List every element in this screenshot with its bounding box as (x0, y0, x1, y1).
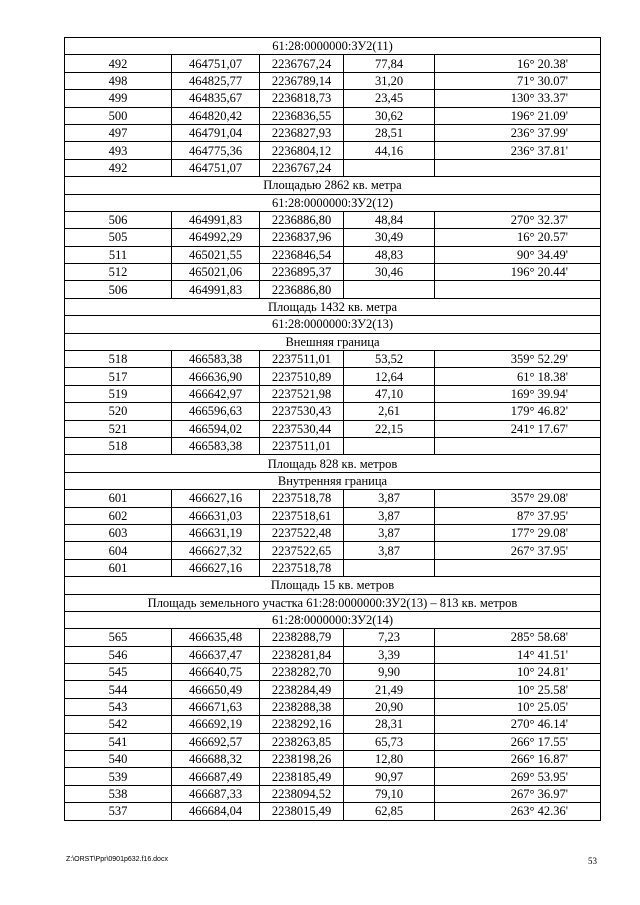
section-header-cell: 61:28:0000000:ЗУ2(12) (65, 194, 601, 211)
x-coordinate-cell: 464992,29 (172, 229, 260, 246)
point-number-cell: 518 (65, 351, 172, 368)
y-coordinate-cell: 2238198,26 (260, 751, 344, 768)
distance-cell: 3,87 (344, 542, 435, 559)
x-coordinate-cell: 466583,38 (172, 437, 260, 454)
point-number-cell: 520 (65, 403, 172, 420)
x-coordinate-cell: 466637,47 (172, 646, 260, 663)
bearing-cell: 359° 52.29' (435, 351, 601, 368)
y-coordinate-cell: 2236818,73 (260, 90, 344, 107)
point-number-cell: 500 (65, 107, 172, 124)
table-row (65, 420, 601, 437)
table-row (65, 559, 601, 576)
point-number-cell: 492 (65, 159, 172, 176)
x-coordinate-cell: 466671,63 (172, 698, 260, 715)
y-coordinate-cell: 2236789,14 (260, 72, 344, 89)
x-coordinate-cell: 464820,42 (172, 107, 260, 124)
bearing-cell: 14° 41.51' (435, 646, 601, 663)
table-row (65, 542, 601, 559)
point-number-cell: 517 (65, 368, 172, 385)
footer-file-path: Z:\ORST\Ppr\0901p632.f16.docx (66, 856, 168, 863)
point-number-cell: 512 (65, 264, 172, 281)
section-header-row (65, 611, 601, 628)
point-number-cell: 540 (65, 751, 172, 768)
x-coordinate-cell: 466650,49 (172, 681, 260, 698)
distance-cell: 22,15 (344, 420, 435, 437)
bearing-cell: 285° 58.68' (435, 629, 601, 646)
bearing-cell: 267° 36.97' (435, 785, 601, 802)
distance-cell: 30,62 (344, 107, 435, 124)
point-number-cell: 544 (65, 681, 172, 698)
table-row (65, 524, 601, 541)
section-header-row (65, 298, 601, 315)
y-coordinate-cell: 2237522,48 (260, 524, 344, 541)
distance-cell: 23,45 (344, 90, 435, 107)
page-number: 53 (588, 856, 597, 866)
y-coordinate-cell: 2238282,70 (260, 664, 344, 681)
y-coordinate-cell: 2237510,89 (260, 368, 344, 385)
bearing-cell: 357° 29.08' (435, 490, 601, 507)
point-number-cell: 506 (65, 281, 172, 298)
point-number-cell: 511 (65, 246, 172, 263)
table-row (65, 246, 601, 263)
x-coordinate-cell: 466627,16 (172, 559, 260, 576)
bearing-cell: 61° 18.38' (435, 368, 601, 385)
y-coordinate-cell: 2237511,01 (260, 437, 344, 454)
section-header-cell: Площадь 1432 кв. метра (65, 298, 601, 315)
bearing-cell (435, 559, 601, 576)
distance-cell: 21,49 (344, 681, 435, 698)
distance-cell: 47,10 (344, 385, 435, 402)
table-row (65, 681, 601, 698)
bearing-cell: 87° 37.95' (435, 507, 601, 524)
section-header-row (65, 577, 601, 594)
y-coordinate-cell: 2237530,44 (260, 420, 344, 437)
x-coordinate-cell: 464791,04 (172, 124, 260, 141)
bearing-cell: 270° 46.14' (435, 716, 601, 733)
x-coordinate-cell: 464775,36 (172, 142, 260, 159)
x-coordinate-cell: 466636,90 (172, 368, 260, 385)
table-row (65, 229, 601, 246)
y-coordinate-cell: 2237518,61 (260, 507, 344, 524)
table-row (65, 785, 601, 802)
y-coordinate-cell: 2238015,49 (260, 803, 344, 820)
point-number-cell: 519 (65, 385, 172, 402)
table-row (65, 159, 601, 176)
table-row (65, 664, 601, 681)
point-number-cell: 541 (65, 733, 172, 750)
y-coordinate-cell: 2238284,49 (260, 681, 344, 698)
y-coordinate-cell: 2236836,55 (260, 107, 344, 124)
point-number-cell: 492 (65, 55, 172, 72)
bearing-cell: 266° 16.87' (435, 751, 601, 768)
point-number-cell: 604 (65, 542, 172, 559)
distance-cell: 12,64 (344, 368, 435, 385)
bearing-cell: 236° 37.99' (435, 124, 601, 141)
table-row (65, 437, 601, 454)
bearing-cell (435, 437, 601, 454)
point-number-cell: 601 (65, 559, 172, 576)
x-coordinate-cell: 465021,06 (172, 264, 260, 281)
point-number-cell: 521 (65, 420, 172, 437)
section-header-cell: Площадь 15 кв. метров (65, 577, 601, 594)
x-coordinate-cell: 465021,55 (172, 246, 260, 263)
distance-cell: 48,83 (344, 246, 435, 263)
point-number-cell: 542 (65, 716, 172, 733)
table-row (65, 768, 601, 785)
x-coordinate-cell: 466596,63 (172, 403, 260, 420)
point-number-cell: 543 (65, 698, 172, 715)
distance-cell: 30,49 (344, 229, 435, 246)
section-header-cell: Площадь 828 кв. метров (65, 455, 601, 472)
point-number-cell: 537 (65, 803, 172, 820)
bearing-cell: 269° 53.95' (435, 768, 601, 785)
point-number-cell: 538 (65, 785, 172, 802)
x-coordinate-cell: 466687,33 (172, 785, 260, 802)
bearing-cell: 177° 29.08' (435, 524, 601, 541)
table-row (65, 368, 601, 385)
x-coordinate-cell: 466631,03 (172, 507, 260, 524)
bearing-cell: 267° 37.95' (435, 542, 601, 559)
bearing-cell: 16° 20.57' (435, 229, 601, 246)
y-coordinate-cell: 2236804,12 (260, 142, 344, 159)
point-number-cell: 601 (65, 490, 172, 507)
y-coordinate-cell: 2238263,85 (260, 733, 344, 750)
section-header-row (65, 455, 601, 472)
x-coordinate-cell: 464835,67 (172, 90, 260, 107)
y-coordinate-cell: 2236886,80 (260, 281, 344, 298)
section-header-cell: Внутренняя граница (65, 472, 601, 489)
y-coordinate-cell: 2238281,84 (260, 646, 344, 663)
x-coordinate-cell: 464825,77 (172, 72, 260, 89)
bearing-cell: 266° 17.55' (435, 733, 601, 750)
x-coordinate-cell: 464991,83 (172, 211, 260, 228)
coordinates-table-body (65, 38, 601, 821)
point-number-cell: 506 (65, 211, 172, 228)
distance-cell: 31,20 (344, 72, 435, 89)
y-coordinate-cell: 2237518,78 (260, 559, 344, 576)
y-coordinate-cell: 2238288,79 (260, 629, 344, 646)
table-row (65, 142, 601, 159)
x-coordinate-cell: 466692,57 (172, 733, 260, 750)
section-header-cell: 61:28:0000000:ЗУ2(13) (65, 316, 601, 333)
y-coordinate-cell: 2237521,98 (260, 385, 344, 402)
distance-cell: 53,52 (344, 351, 435, 368)
x-coordinate-cell: 466631,19 (172, 524, 260, 541)
table-row (65, 72, 601, 89)
section-header-row (65, 594, 601, 611)
y-coordinate-cell: 2238288,38 (260, 698, 344, 715)
y-coordinate-cell: 2236767,24 (260, 159, 344, 176)
distance-cell (344, 437, 435, 454)
table-row (65, 646, 601, 663)
y-coordinate-cell: 2236846,54 (260, 246, 344, 263)
table-row (65, 403, 601, 420)
distance-cell: 90,97 (344, 768, 435, 785)
section-header-row (65, 333, 601, 350)
distance-cell: 79,10 (344, 785, 435, 802)
distance-cell (344, 559, 435, 576)
section-header-row (65, 177, 601, 194)
section-header-cell: Площадью 2862 кв. метра (65, 177, 601, 194)
x-coordinate-cell: 466687,49 (172, 768, 260, 785)
x-coordinate-cell: 464751,07 (172, 55, 260, 72)
x-coordinate-cell: 466627,32 (172, 542, 260, 559)
x-coordinate-cell: 466684,04 (172, 803, 260, 820)
point-number-cell: 499 (65, 90, 172, 107)
distance-cell: 77,84 (344, 55, 435, 72)
y-coordinate-cell: 2238292,16 (260, 716, 344, 733)
y-coordinate-cell: 2238094,52 (260, 785, 344, 802)
coordinates-table (64, 37, 601, 821)
x-coordinate-cell: 466692,19 (172, 716, 260, 733)
y-coordinate-cell: 2237530,43 (260, 403, 344, 420)
table-row (65, 507, 601, 524)
bearing-cell: 169° 39.94' (435, 385, 601, 402)
section-header-row (65, 472, 601, 489)
x-coordinate-cell: 466627,16 (172, 490, 260, 507)
point-number-cell: 493 (65, 142, 172, 159)
point-number-cell: 545 (65, 664, 172, 681)
distance-cell: 12,80 (344, 751, 435, 768)
bearing-cell: 16° 20.38' (435, 55, 601, 72)
table-row (65, 351, 601, 368)
y-coordinate-cell: 2236827,93 (260, 124, 344, 141)
table-row (65, 107, 601, 124)
point-number-cell: 539 (65, 768, 172, 785)
distance-cell: 65,73 (344, 733, 435, 750)
section-header-row (65, 316, 601, 333)
bearing-cell: 241° 17.67' (435, 420, 601, 437)
distance-cell (344, 159, 435, 176)
distance-cell: 7,23 (344, 629, 435, 646)
point-number-cell: 546 (65, 646, 172, 663)
table-row (65, 385, 601, 402)
table-row (65, 90, 601, 107)
distance-cell: 9,90 (344, 664, 435, 681)
x-coordinate-cell: 466635,48 (172, 629, 260, 646)
point-number-cell: 603 (65, 524, 172, 541)
x-coordinate-cell: 466640,75 (172, 664, 260, 681)
y-coordinate-cell: 2236886,80 (260, 211, 344, 228)
y-coordinate-cell: 2236895,37 (260, 264, 344, 281)
distance-cell: 30,46 (344, 264, 435, 281)
table-row (65, 490, 601, 507)
x-coordinate-cell: 464751,07 (172, 159, 260, 176)
point-number-cell: 498 (65, 72, 172, 89)
distance-cell: 3,87 (344, 490, 435, 507)
bearing-cell: 130° 33.37' (435, 90, 601, 107)
table-row (65, 281, 601, 298)
distance-cell: 62,85 (344, 803, 435, 820)
bearing-cell: 236° 37.81' (435, 142, 601, 159)
distance-cell: 20,90 (344, 698, 435, 715)
table-row (65, 264, 601, 281)
table-row (65, 803, 601, 820)
distance-cell: 3,87 (344, 524, 435, 541)
bearing-cell (435, 159, 601, 176)
distance-cell: 28,31 (344, 716, 435, 733)
distance-cell: 48,84 (344, 211, 435, 228)
x-coordinate-cell: 466688,32 (172, 751, 260, 768)
table-row (65, 716, 601, 733)
y-coordinate-cell: 2237522,65 (260, 542, 344, 559)
table-row (65, 733, 601, 750)
x-coordinate-cell: 464991,83 (172, 281, 260, 298)
distance-cell: 2,61 (344, 403, 435, 420)
section-header-row (65, 38, 601, 55)
point-number-cell: 518 (65, 437, 172, 454)
bearing-cell: 270° 32.37' (435, 211, 601, 228)
y-coordinate-cell: 2236767,24 (260, 55, 344, 72)
y-coordinate-cell: 2236837,96 (260, 229, 344, 246)
x-coordinate-cell: 466642,97 (172, 385, 260, 402)
bearing-cell: 10° 25.58' (435, 681, 601, 698)
section-header-cell: Площадь земельного участка 61:28:0000000:ЗУ2(13) – 813 кв. метров (65, 594, 601, 611)
table-row (65, 698, 601, 715)
bearing-cell: 10° 24.81' (435, 664, 601, 681)
distance-cell: 3,87 (344, 507, 435, 524)
table-row (65, 751, 601, 768)
bearing-cell: 10° 25.05' (435, 698, 601, 715)
y-coordinate-cell: 2237511,01 (260, 351, 344, 368)
y-coordinate-cell: 2237518,78 (260, 490, 344, 507)
x-coordinate-cell: 466594,02 (172, 420, 260, 437)
x-coordinate-cell: 466583,38 (172, 351, 260, 368)
bearing-cell: 71° 30.07' (435, 72, 601, 89)
point-number-cell: 505 (65, 229, 172, 246)
table-row (65, 211, 601, 228)
distance-cell (344, 281, 435, 298)
section-header-cell: 61:28:0000000:ЗУ2(14) (65, 611, 601, 628)
bearing-cell: 196° 21.09' (435, 107, 601, 124)
distance-cell: 44,16 (344, 142, 435, 159)
point-number-cell: 565 (65, 629, 172, 646)
table-row (65, 124, 601, 141)
y-coordinate-cell: 2238185,49 (260, 768, 344, 785)
section-header-row (65, 194, 601, 211)
table-row (65, 629, 601, 646)
section-header-cell: 61:28:0000000:ЗУ2(11) (65, 38, 601, 55)
point-number-cell: 602 (65, 507, 172, 524)
distance-cell: 3,39 (344, 646, 435, 663)
bearing-cell: 263° 42.36' (435, 803, 601, 820)
bearing-cell: 90° 34.49' (435, 246, 601, 263)
bearing-cell: 179° 46.82' (435, 403, 601, 420)
bearing-cell (435, 281, 601, 298)
section-header-cell: Внешняя граница (65, 333, 601, 350)
table-row (65, 55, 601, 72)
distance-cell: 28,51 (344, 124, 435, 141)
bearing-cell: 196° 20.44' (435, 264, 601, 281)
point-number-cell: 497 (65, 124, 172, 141)
